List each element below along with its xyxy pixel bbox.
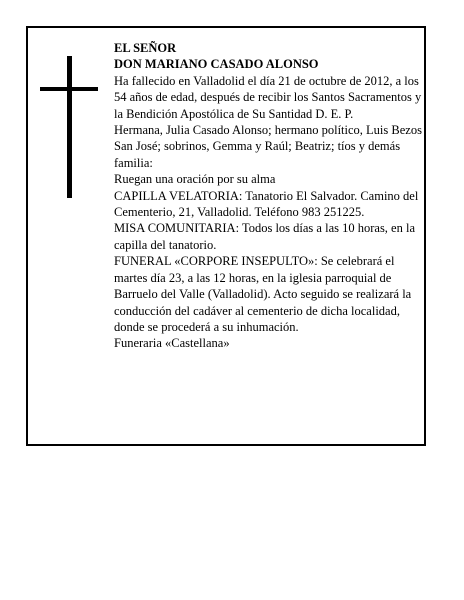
cross-icon [40, 56, 98, 198]
death-announcement: Ha fallecido en Valladolid el día 21 de octubre de 2012, a los 54 años de edad, después de recibir los Santos Sacramentos y la Bendición Apostólica de Su Santidad D. E. P. [114, 73, 422, 121]
cross-vertical-bar [67, 56, 72, 198]
prayer-request: Ruegan una oración por su alma [114, 172, 276, 187]
chapel-info: CAPILLA VELATORIA: Tanatorio El Salvador. Camino del Cementerio, 21, Valladolid. Teléfono 983 251225. [114, 188, 419, 220]
notice-text [114, 40, 424, 352]
family-list: Hermana, Julia Casado Alonso; hermano político, Luis Bezos San José; sobrinos, Gemma y Raúl; Beatriz; tíos y demás familia: [114, 123, 422, 170]
mass-info: MISA COMUNITARIA: Todos los días a las 10 horas, en la capilla del tanatorio. [114, 221, 416, 252]
deceased-name: DON MARIANO CASADO ALONSO [114, 57, 319, 72]
obituary-notice [26, 26, 426, 446]
funeral-info: FUNERAL «CORPORE INSEPULTO»: Se celebrará el martes día 23, a las 12 horas, en la iglesia parroquial de Barruelo del Valle (Valladolid). Acto seguido se realizará la conducción del cadáver al cementerio de dicha localidad, donde se procederá a su inhumación. [114, 254, 412, 334]
funeral-home: Funeraria «Castellana» [114, 336, 230, 351]
notice-heading-title: EL SEÑOR [114, 41, 177, 55]
cross-horizontal-bar [40, 87, 98, 91]
